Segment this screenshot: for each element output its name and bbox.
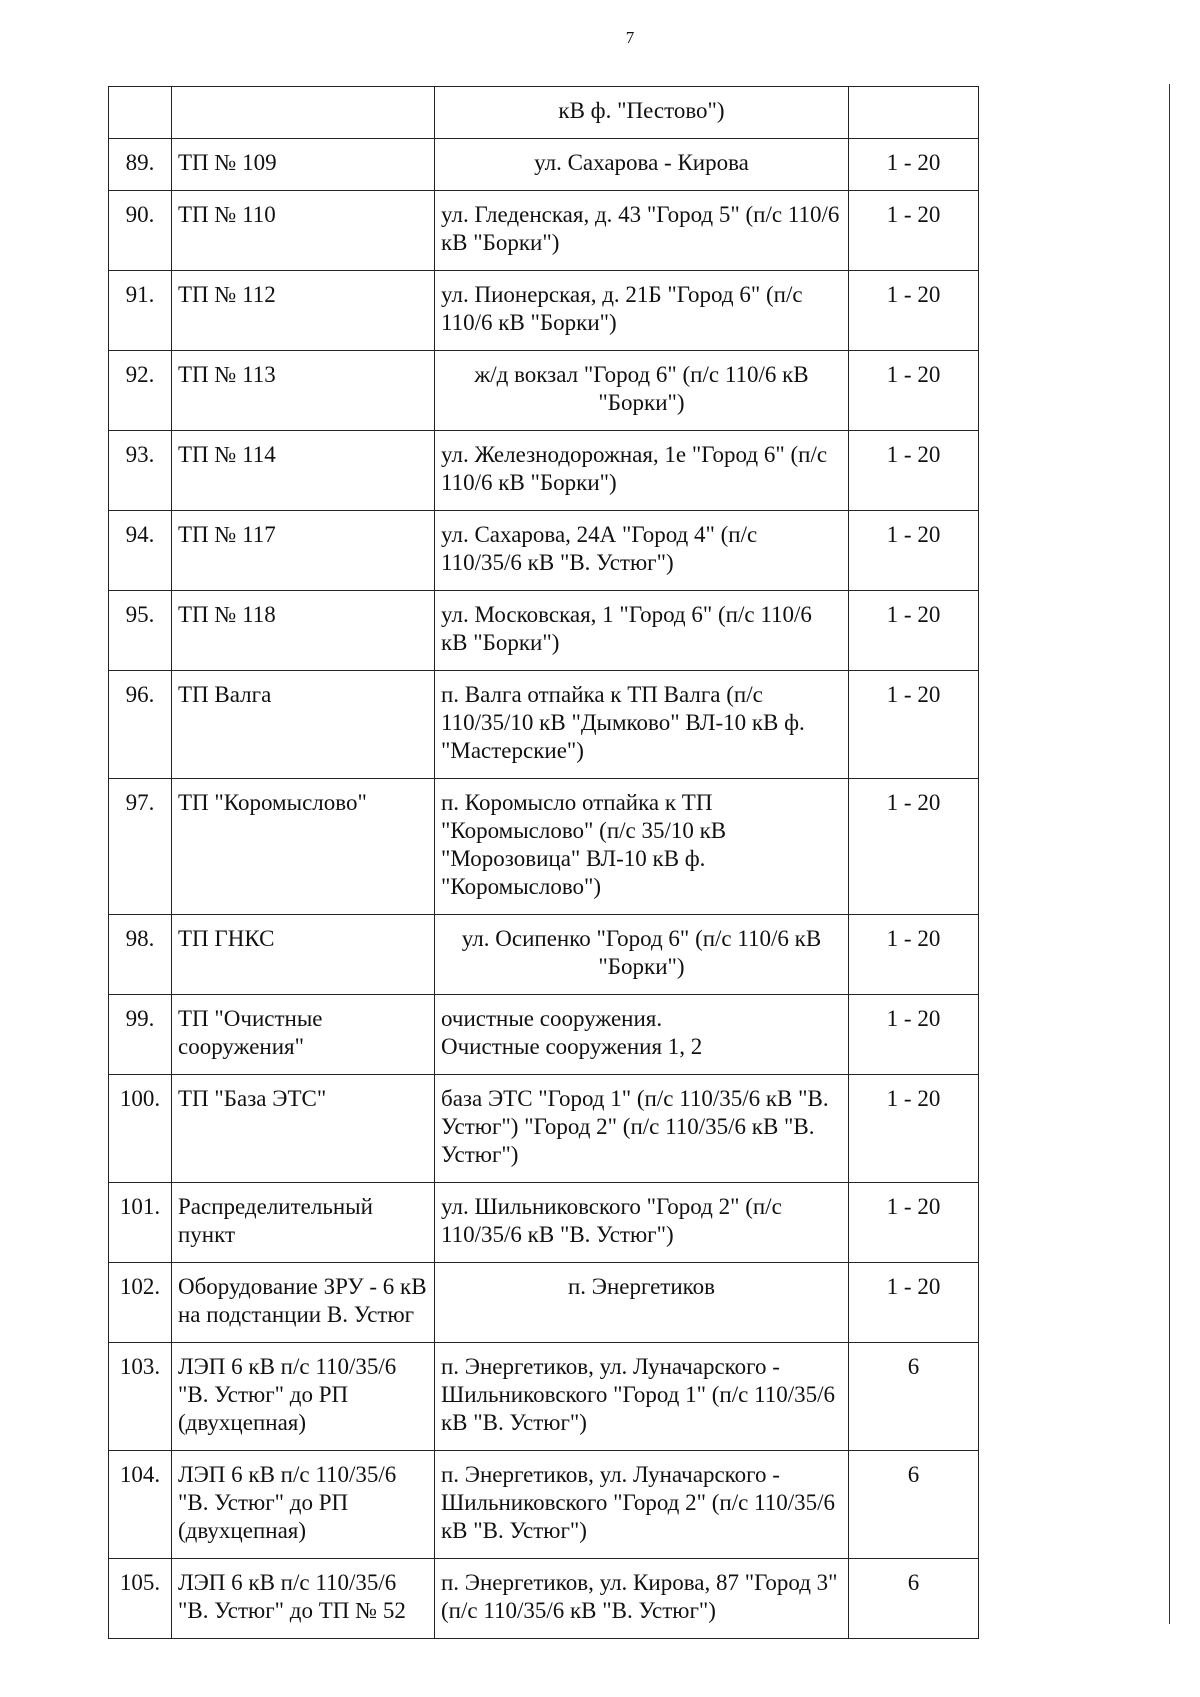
location-text: кВ ф. "Пестово") <box>558 98 725 123</box>
table-row <box>109 1183 979 1263</box>
voltage-cell: 1 - 20 <box>849 1263 979 1343</box>
location-text: п. Валга отпайка к ТП Валга (п/с 110/35/10 кВ "Дымково" ВЛ-10 кВ ф. "Мастерские") <box>441 682 805 763</box>
row-number-cell: 103. <box>109 1343 172 1451</box>
location-text: очистные сооружения. <box>441 1006 663 1031</box>
row-number-cell: 102. <box>109 1263 172 1343</box>
location-text: п. Энергетиков, ул. Луначарского - Шильниковского "Город 2" (п/с 110/35/6 кВ "В. Устюг") <box>441 1462 835 1543</box>
facility-name-cell: ТП № 114 <box>172 431 435 511</box>
row-number-cell: 105. <box>109 1559 172 1639</box>
facility-name-cell: ЛЭП 6 кВ п/с 110/35/6 "В. Устюг" до РП (двухцепная) <box>172 1343 435 1451</box>
facility-name-cell: ТП ГНКС <box>172 915 435 995</box>
location-cell <box>435 87 849 139</box>
row-number-cell: 92. <box>109 351 172 431</box>
row-number-cell: 89. <box>109 139 172 191</box>
location-text: ул. Шильниковского "Город 2" (п/с 110/35/6 кВ "В. Устюг") <box>441 1194 782 1247</box>
facility-name-cell: Распределительный пункт <box>172 1183 435 1263</box>
location-text: п. Коромысло отпайка к ТП "Коромыслово" (п/с 35/10 кВ "Морозовица" ВЛ-10 кВ ф. "Коромыслово") <box>441 790 727 899</box>
facility-name-cell: ТП № 112 <box>172 271 435 351</box>
voltage-cell: 1 - 20 <box>849 1075 979 1183</box>
location-text: ул. Гледенская, д. 43 "Город 5" (п/с 110/6 кВ "Борки") <box>441 202 840 255</box>
voltage-cell <box>849 87 979 139</box>
facility-name-cell: ТП № 113 <box>172 351 435 431</box>
location-text-second-line: Очистные сооружения 1, 2 <box>441 1034 703 1059</box>
voltage-cell: 1 - 20 <box>849 139 979 191</box>
location-cell <box>435 351 849 431</box>
voltage-cell: 1 - 20 <box>849 779 979 915</box>
facility-name-cell: ТП № 109 <box>172 139 435 191</box>
location-cell <box>435 1183 849 1263</box>
location-text: ул. Московская, 1 "Город 6" (п/с 110/6 кВ "Борки") <box>441 602 812 655</box>
location-cell <box>435 431 849 511</box>
row-number-cell <box>109 87 172 139</box>
location-text: п. Энергетиков, ул. Кирова, 87 "Город 3" (п/с 110/35/6 кВ "В. Устюг") <box>441 1570 838 1623</box>
row-number-cell: 90. <box>109 191 172 271</box>
location-text: база ЭТС "Город 1" (п/с 110/35/6 кВ "В. Устюг") "Город 2" (п/с 110/35/6 кВ "В. Устюг") <box>441 1086 829 1167</box>
location-text: ул. Осипенко "Город 6" (п/с 110/6 кВ "Борки") <box>461 926 822 979</box>
facility-name-cell: ТП № 118 <box>172 591 435 671</box>
table-row <box>109 271 979 351</box>
table-row <box>109 1559 979 1639</box>
table-row <box>109 1263 979 1343</box>
voltage-cell: 1 - 20 <box>849 995 979 1075</box>
location-cell <box>435 1075 849 1183</box>
table-row <box>109 591 979 671</box>
facility-name-cell: Оборудование ЗРУ - 6 кВ на подстанции В. Устюг <box>172 1263 435 1343</box>
location-cell <box>435 915 849 995</box>
facility-name-cell: ТП Валга <box>172 671 435 779</box>
location-text: п. Энергетиков, ул. Луначарского - Шильниковского "Город 1" (п/с 110/35/6 кВ "В. Устюг") <box>441 1354 835 1435</box>
voltage-cell: 6 <box>849 1343 979 1451</box>
table-row <box>109 87 979 139</box>
location-cell <box>435 1263 849 1343</box>
location-text: ул. Железнодорожная, 1е "Город 6" (п/с 110/6 кВ "Борки") <box>441 442 828 495</box>
row-number-cell: 94. <box>109 511 172 591</box>
voltage-cell: 1 - 20 <box>849 351 979 431</box>
location-text: ж/д вокзал "Город 6" (п/с 110/6 кВ "Борки") <box>474 362 809 415</box>
table-row <box>109 671 979 779</box>
page-number: 7 <box>625 28 635 47</box>
table-row <box>109 139 979 191</box>
voltage-cell: 1 - 20 <box>849 671 979 779</box>
voltage-cell: 6 <box>849 1451 979 1559</box>
location-cell <box>435 271 849 351</box>
facility-name-cell: ТП № 110 <box>172 191 435 271</box>
table-row <box>109 1075 979 1183</box>
facility-name-cell <box>172 87 435 139</box>
row-number-cell: 98. <box>109 915 172 995</box>
table-row <box>109 779 979 915</box>
table-row <box>109 1343 979 1451</box>
voltage-cell: 1 - 20 <box>849 1183 979 1263</box>
table-row <box>109 351 979 431</box>
facilities-table <box>108 86 979 1639</box>
row-number-cell: 91. <box>109 271 172 351</box>
location-text: ул. Сахарова - Кирова <box>534 150 749 175</box>
table-row <box>109 1451 979 1559</box>
row-number-cell: 104. <box>109 1451 172 1559</box>
facility-name-cell: ТП "База ЭТС" <box>172 1075 435 1183</box>
voltage-cell: 1 - 20 <box>849 511 979 591</box>
row-number-cell: 93. <box>109 431 172 511</box>
table-row <box>109 995 979 1075</box>
row-number-cell: 97. <box>109 779 172 915</box>
facility-name-cell: ТП "Коромыслово" <box>172 779 435 915</box>
location-cell <box>435 779 849 915</box>
location-cell <box>435 139 849 191</box>
facility-name-cell: ЛЭП 6 кВ п/с 110/35/6 "В. Устюг" до ТП № 52 <box>172 1559 435 1639</box>
row-number-cell: 95. <box>109 591 172 671</box>
location-text: ул. Сахарова, 24А "Город 4" (п/с 110/35/6 кВ "В. Устюг") <box>441 522 758 575</box>
voltage-cell: 1 - 20 <box>849 431 979 511</box>
voltage-cell: 1 - 20 <box>849 915 979 995</box>
location-text: ул. Пионерская, д. 21Б "Город 6" (п/с 110/6 кВ "Борки") <box>441 282 803 335</box>
location-cell <box>435 1559 849 1639</box>
facility-name-cell: ЛЭП 6 кВ п/с 110/35/6 "В. Устюг" до РП (двухцепная) <box>172 1451 435 1559</box>
table-row <box>109 511 979 591</box>
voltage-cell: 1 - 20 <box>849 591 979 671</box>
location-cell <box>435 1343 849 1451</box>
location-cell <box>435 591 849 671</box>
facility-name-cell: ТП № 117 <box>172 511 435 591</box>
location-cell <box>435 1451 849 1559</box>
row-number-cell: 96. <box>109 671 172 779</box>
table-row <box>109 431 979 511</box>
row-number-cell: 101. <box>109 1183 172 1263</box>
location-cell <box>435 995 849 1075</box>
voltage-cell: 1 - 20 <box>849 271 979 351</box>
facility-name-cell: ТП "Очистные сооружения" <box>172 995 435 1075</box>
table-row <box>109 191 979 271</box>
table-row <box>109 915 979 995</box>
row-number-cell: 99. <box>109 995 172 1075</box>
location-text: п. Энергетиков <box>567 1274 716 1299</box>
margin-rule <box>1169 84 1170 1624</box>
facilities-table-body <box>109 87 979 1639</box>
row-number-cell: 100. <box>109 1075 172 1183</box>
location-cell <box>435 511 849 591</box>
location-cell <box>435 671 849 779</box>
location-cell <box>435 191 849 271</box>
voltage-cell: 6 <box>849 1559 979 1639</box>
voltage-cell: 1 - 20 <box>849 191 979 271</box>
